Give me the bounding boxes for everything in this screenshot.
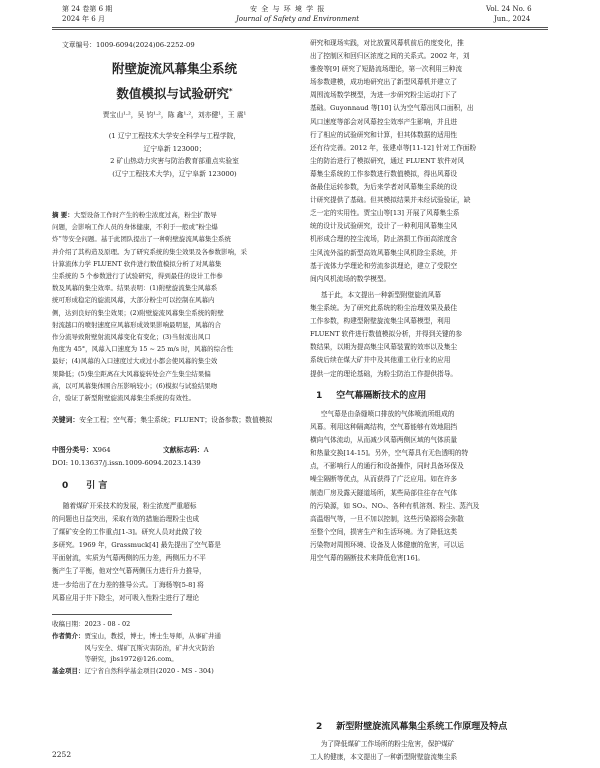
author-bio-line: 风与安全、煤矿瓦斯灾害防治，矿井火灾防治 <box>84 643 215 652</box>
abstract-line: 数及风幕的集尘效率。结果表明：(1)附壁旋流集尘风幕系 <box>52 284 218 293</box>
body-line: 尘的防治进行了模拟研究，通过 FLUENT 软件对风 <box>310 156 465 165</box>
body-line: 和热量交换[14-15]。另外，空气幕具有无色透明的特 <box>310 449 469 458</box>
paper-title-line1: 附壁旋流风幕集尘系统 <box>111 61 237 76</box>
fund-info <box>52 666 298 678</box>
intro-line: 了煤矿安全的工作重点[1-3]。研究人员对此做了较 <box>52 528 202 537</box>
clc-value: X964 <box>92 446 111 454</box>
body-line: 出了控制区和回归区浓度之间的关系式。2002 年，刘 <box>310 52 470 61</box>
right-column-paragraph-2 <box>310 289 548 381</box>
header-rule <box>52 27 548 28</box>
body-line: 数结果，以期为提高集尘风幕装置的效率以及集尘 <box>310 343 458 352</box>
intro-line: 多研究。1969 年，Grassmuck[4] 最先提出了空气幕是 <box>52 541 221 550</box>
header-rule-thin <box>52 29 548 30</box>
keywords <box>52 414 298 426</box>
classification <box>52 444 298 456</box>
body-line: 计研究提供了基础。但其模拟结果并未经试验验证，缺 <box>310 196 471 205</box>
keywords-label: 关键词： <box>52 416 80 424</box>
received-date <box>52 619 298 631</box>
intro-line: 衡产生了平衡，他对空气幕两侧压力进行升力推导， <box>52 567 206 576</box>
abstract-line: 角度为 45°，风幕入口速度为 15 ~ 25 m/s 时，风幕的综合性 <box>52 345 234 354</box>
affiliation-1b: 辽宁阜新 123000； <box>143 144 206 153</box>
authors: 贾宝山¹·²，吴 钧¹·²，陈 鑫¹·²，刘亦健¹，王 震¹ <box>102 111 247 119</box>
paper-title-line2: 数值模拟与试验研究 <box>116 86 229 102</box>
body-line: 系统后续在煤大矿井中及其他重工业行业的应用 <box>310 356 451 365</box>
affiliation-1a: (1 辽宁工程技术大学安全科学与工程学院， <box>108 132 241 140</box>
journal-date: 2024 年 6 月 <box>62 15 105 23</box>
page-number: 2252 <box>52 750 72 759</box>
abstract-line: 炸”等安全问题。基于此团队提出了一种附壁旋流风幕集尘系统 <box>52 235 231 244</box>
abstract-line: 合，验证了新型附壁旋流风幕集尘系统的有效性。 <box>52 394 195 403</box>
intro-line: 进一步给出了在力差的推导公式。丁海杨等[5-8] 将 <box>52 580 204 589</box>
body-line: 污染物对周围环境、设备及人体健康的危害，可以运 <box>310 540 464 549</box>
body-line: 横向气体流动，从而减少风幕两侧区域的气体质量 <box>310 436 458 445</box>
body-line: 工作参数，构建型附壁旋流集尘风幕模型，利用 <box>310 317 451 326</box>
journal-volume-en: Vol. 24 No. 6 <box>486 5 532 13</box>
body-line: 基于此，本文提出一种新型附壁旋流风幕 <box>320 291 442 299</box>
author-bio-text <box>85 631 222 666</box>
body-line: 点，不影响行人的通行和设备操作，同时具备环保及 <box>310 462 464 471</box>
received-value: 2023 - 08 - 02 <box>84 620 131 628</box>
doi: DOI: 10.13637/j.issn.1009-6094.2023.1439 <box>52 459 201 467</box>
abstract-line: 计算流体力学 FLUENT 软件进行数值模拟分析了对风幕集 <box>52 259 222 268</box>
body-line: 提供一定的理论基础，为粉尘防治工作提供指导。 <box>310 369 458 378</box>
right-column-paragraph-1 <box>310 37 548 286</box>
section-2-title: 新型附壁旋流风幕集尘系统工作原理及特点 <box>336 722 508 732</box>
intro-line: 随着煤矿开采技术的发展，粉尘浓度严重超标 <box>62 502 197 510</box>
body-line: 尘风流外溢的新型高效风幕集尘风机除尘系统，并 <box>310 248 458 257</box>
body-line: 至整个空间，损害生产和生活环境。为了降低这类 <box>310 527 458 536</box>
section-0-number: 0 <box>62 481 69 491</box>
abstract-line: 侧，达到良好的集尘效果；(2)附壁旋流风幕集尘系统的附壁 <box>52 308 224 317</box>
body-line: 统的设计及试验研究，设计了一种利用风幕集尘风 <box>310 222 458 231</box>
body-line: 机形成合理的控尘流场，防止溶损工作面高浓度含 <box>310 235 458 244</box>
intro-line: 平面射流，实质为气幕两侧的压力差，两侧压力不平 <box>52 554 206 563</box>
section-1-title: 空气幕隔断技术的应用 <box>336 391 427 401</box>
section-1-heading <box>316 388 426 401</box>
journal-title-cn: 安 全 与 环 境 学 报 <box>250 5 326 13</box>
body-line: 用空气幕的隔断技术来降低危害[16]。 <box>310 554 425 563</box>
abstract-line: 摘 要：大型设备工作时产生的粉尘浓度过高，粉尘扩散导 <box>52 211 217 219</box>
title-footnote-mark: * <box>228 87 233 95</box>
body-line: 场参数建模，成功地研究出了新型风幕机并建立了 <box>310 78 458 87</box>
author-bio <box>52 631 298 666</box>
clc-label: 中图分类号： <box>52 446 93 454</box>
received-label: 收稿日期： <box>52 620 85 628</box>
author-bio-line: 等研究，jbs1972@126.com。 <box>84 655 178 664</box>
footnote-rule <box>52 614 172 615</box>
body-line: 为了降低煤矿工作场所的粉尘危害，保护煤矿 <box>320 740 455 748</box>
section-0-title: 引 言 <box>86 481 108 491</box>
body-line: 噪尘隔断等优点，从而获得了广泛应用。如在许多 <box>310 475 458 484</box>
abstract-line: 并介绍了其构造及原理。为了研究系统的集尘效果及各参数影响，采 <box>52 247 247 256</box>
abstract <box>52 209 298 404</box>
keywords-text: 安全工程；空气幕；集尘系统；FLUENT；设备参数；数值模拟 <box>79 416 273 424</box>
doc-code-value: A <box>203 446 209 454</box>
body-line: 基于流体力学理论和劳流参洪理论，建立了受限空 <box>310 261 458 270</box>
body-line: 研究和现场实践，对比放置风幕机前后的度变化，推 <box>310 39 464 47</box>
intro-line: 风幕应用于井下除尘，对可吸入性粉尘进行了理论 <box>52 593 200 602</box>
body-line: 周围流场数学模型，为进一步研究粉尘运动打下了 <box>310 91 458 100</box>
body-line: 乏一定的实用性。贾宝山等[13] 开展了风幕集尘系 <box>310 209 460 218</box>
abstract-line: 高，以可风幕集体围合压影响较小；(6)模拟与试验结果吻 <box>52 381 218 390</box>
abstract-line: 统可形成稳定的旋流风幕，大部分粉尘可以控制在风幕内 <box>52 296 215 305</box>
abstract-line: 最好；(4)风幕的入口速度过大或过小都会使风幕的集尘效 <box>52 357 218 366</box>
body-line: 幕集尘系统的工作参数进行数值模拟，得出风幕设 <box>310 169 458 178</box>
body-line: 还有待完善。2012 年，张建卓等[11-12] 针对工作面粉 <box>310 143 477 152</box>
section-2-heading <box>316 719 507 732</box>
abstract-line: 尘系统的 5 个参数进行了试验研究，得到最佳的设计工作参 <box>52 272 223 281</box>
abstract-line: 作分流导致附壁射流风幕变化有变化；(3)当射流出风口 <box>52 333 211 342</box>
journal-volume-issue: 第 24 卷第 6 期 <box>62 5 113 13</box>
body-line: 高温烟气等，一旦不加以控制，这些污染源将会弥散 <box>310 514 464 523</box>
body-line: 风口速度等部会对风幕控尘效率产生影响，并且进 <box>310 117 458 126</box>
abstract-line: 射流越口的喷射速度应风幕形成效果影响最明显，风幕的合 <box>52 320 221 329</box>
body-line: 工人的健康，本文提出了一种新型附壁旋流集尘系 <box>310 753 458 762</box>
affiliations <box>52 130 297 180</box>
section-0-heading <box>62 478 107 491</box>
introduction-paragraph <box>52 500 298 605</box>
body-line: 的污染源，如 SO₂、NO₂、各种有机溶剂、粉尘、蒸汽及 <box>310 501 480 510</box>
abstract-line: 问题，会影响工作人员的身体健康，不利于一般或“粉尘爆 <box>52 223 218 232</box>
body-line: 制造厂房及露天隧道场所，某些局部住往存在气体 <box>310 488 458 497</box>
author-bio-line: 贾宝山，教授，博士，博士生导师，从事矿井通 <box>84 631 221 640</box>
body-line: 基础。Guyonnaud 等[10] 认为空气幕出风口面积，出 <box>310 104 474 113</box>
fund-value: 辽宁省自然科学基金项目(2020 - MS - 304) <box>84 667 214 676</box>
body-line: 备最佳运转参数，为后来学者对风幕集尘系统的设 <box>310 183 458 192</box>
body-line: 行了相应的试验研究和计算，但其体数据的适用性 <box>310 130 458 139</box>
body-line: 雅俊等[9] 研究了短路流场理论，第一次利用三种流 <box>310 65 463 74</box>
abstract-line: 果降低；(5)集尘距离在大风幕旋转处会产生集尘结果偏 <box>52 369 211 378</box>
doc-code-label: 文献标志码： <box>162 446 204 454</box>
footnote <box>52 619 298 678</box>
intro-line: 的问题也日益突出，采取有效的措施治理粉尘也成 <box>52 515 200 524</box>
journal-title-en: Journal of Safety and Environment <box>236 15 360 23</box>
section-2-number: 2 <box>316 722 323 732</box>
section-1-number: 1 <box>316 391 323 401</box>
body-line: 集尘系统。为了研究此系统的粉尘治理效果及最佳 <box>310 304 458 313</box>
abstract-label: 摘 要： <box>52 211 74 219</box>
body-line: 空气幕是由条缝喷口排放的气体喷流所组成的 <box>320 410 455 418</box>
paper-title <box>52 58 297 105</box>
body-line: FLUENT 软件进行数值模拟分析，并得到关键的参 <box>310 330 463 339</box>
author-bio-label: 作者简介： <box>52 631 85 640</box>
section-1-paragraph <box>310 408 548 565</box>
body-line: 风幕。利用这种隔离结构，空气幕能够有效地阻挡 <box>310 423 458 432</box>
affiliation-2b: (辽宁工程技术大学)，辽宁阜新 123000) <box>112 169 237 178</box>
journal-date-en: Jun., 2024 <box>494 15 531 23</box>
body-line: 间内风机流场的数学模型。 <box>310 274 391 283</box>
affiliation-2a: 2 矿山热动力灾害与防治教育部重点实验室 <box>110 157 239 165</box>
fund-label: 基金项目： <box>52 667 85 676</box>
article-number: 文章编号：1009-6094(2024)06-2252-09 <box>62 41 195 49</box>
section-2-paragraph <box>310 738 548 764</box>
